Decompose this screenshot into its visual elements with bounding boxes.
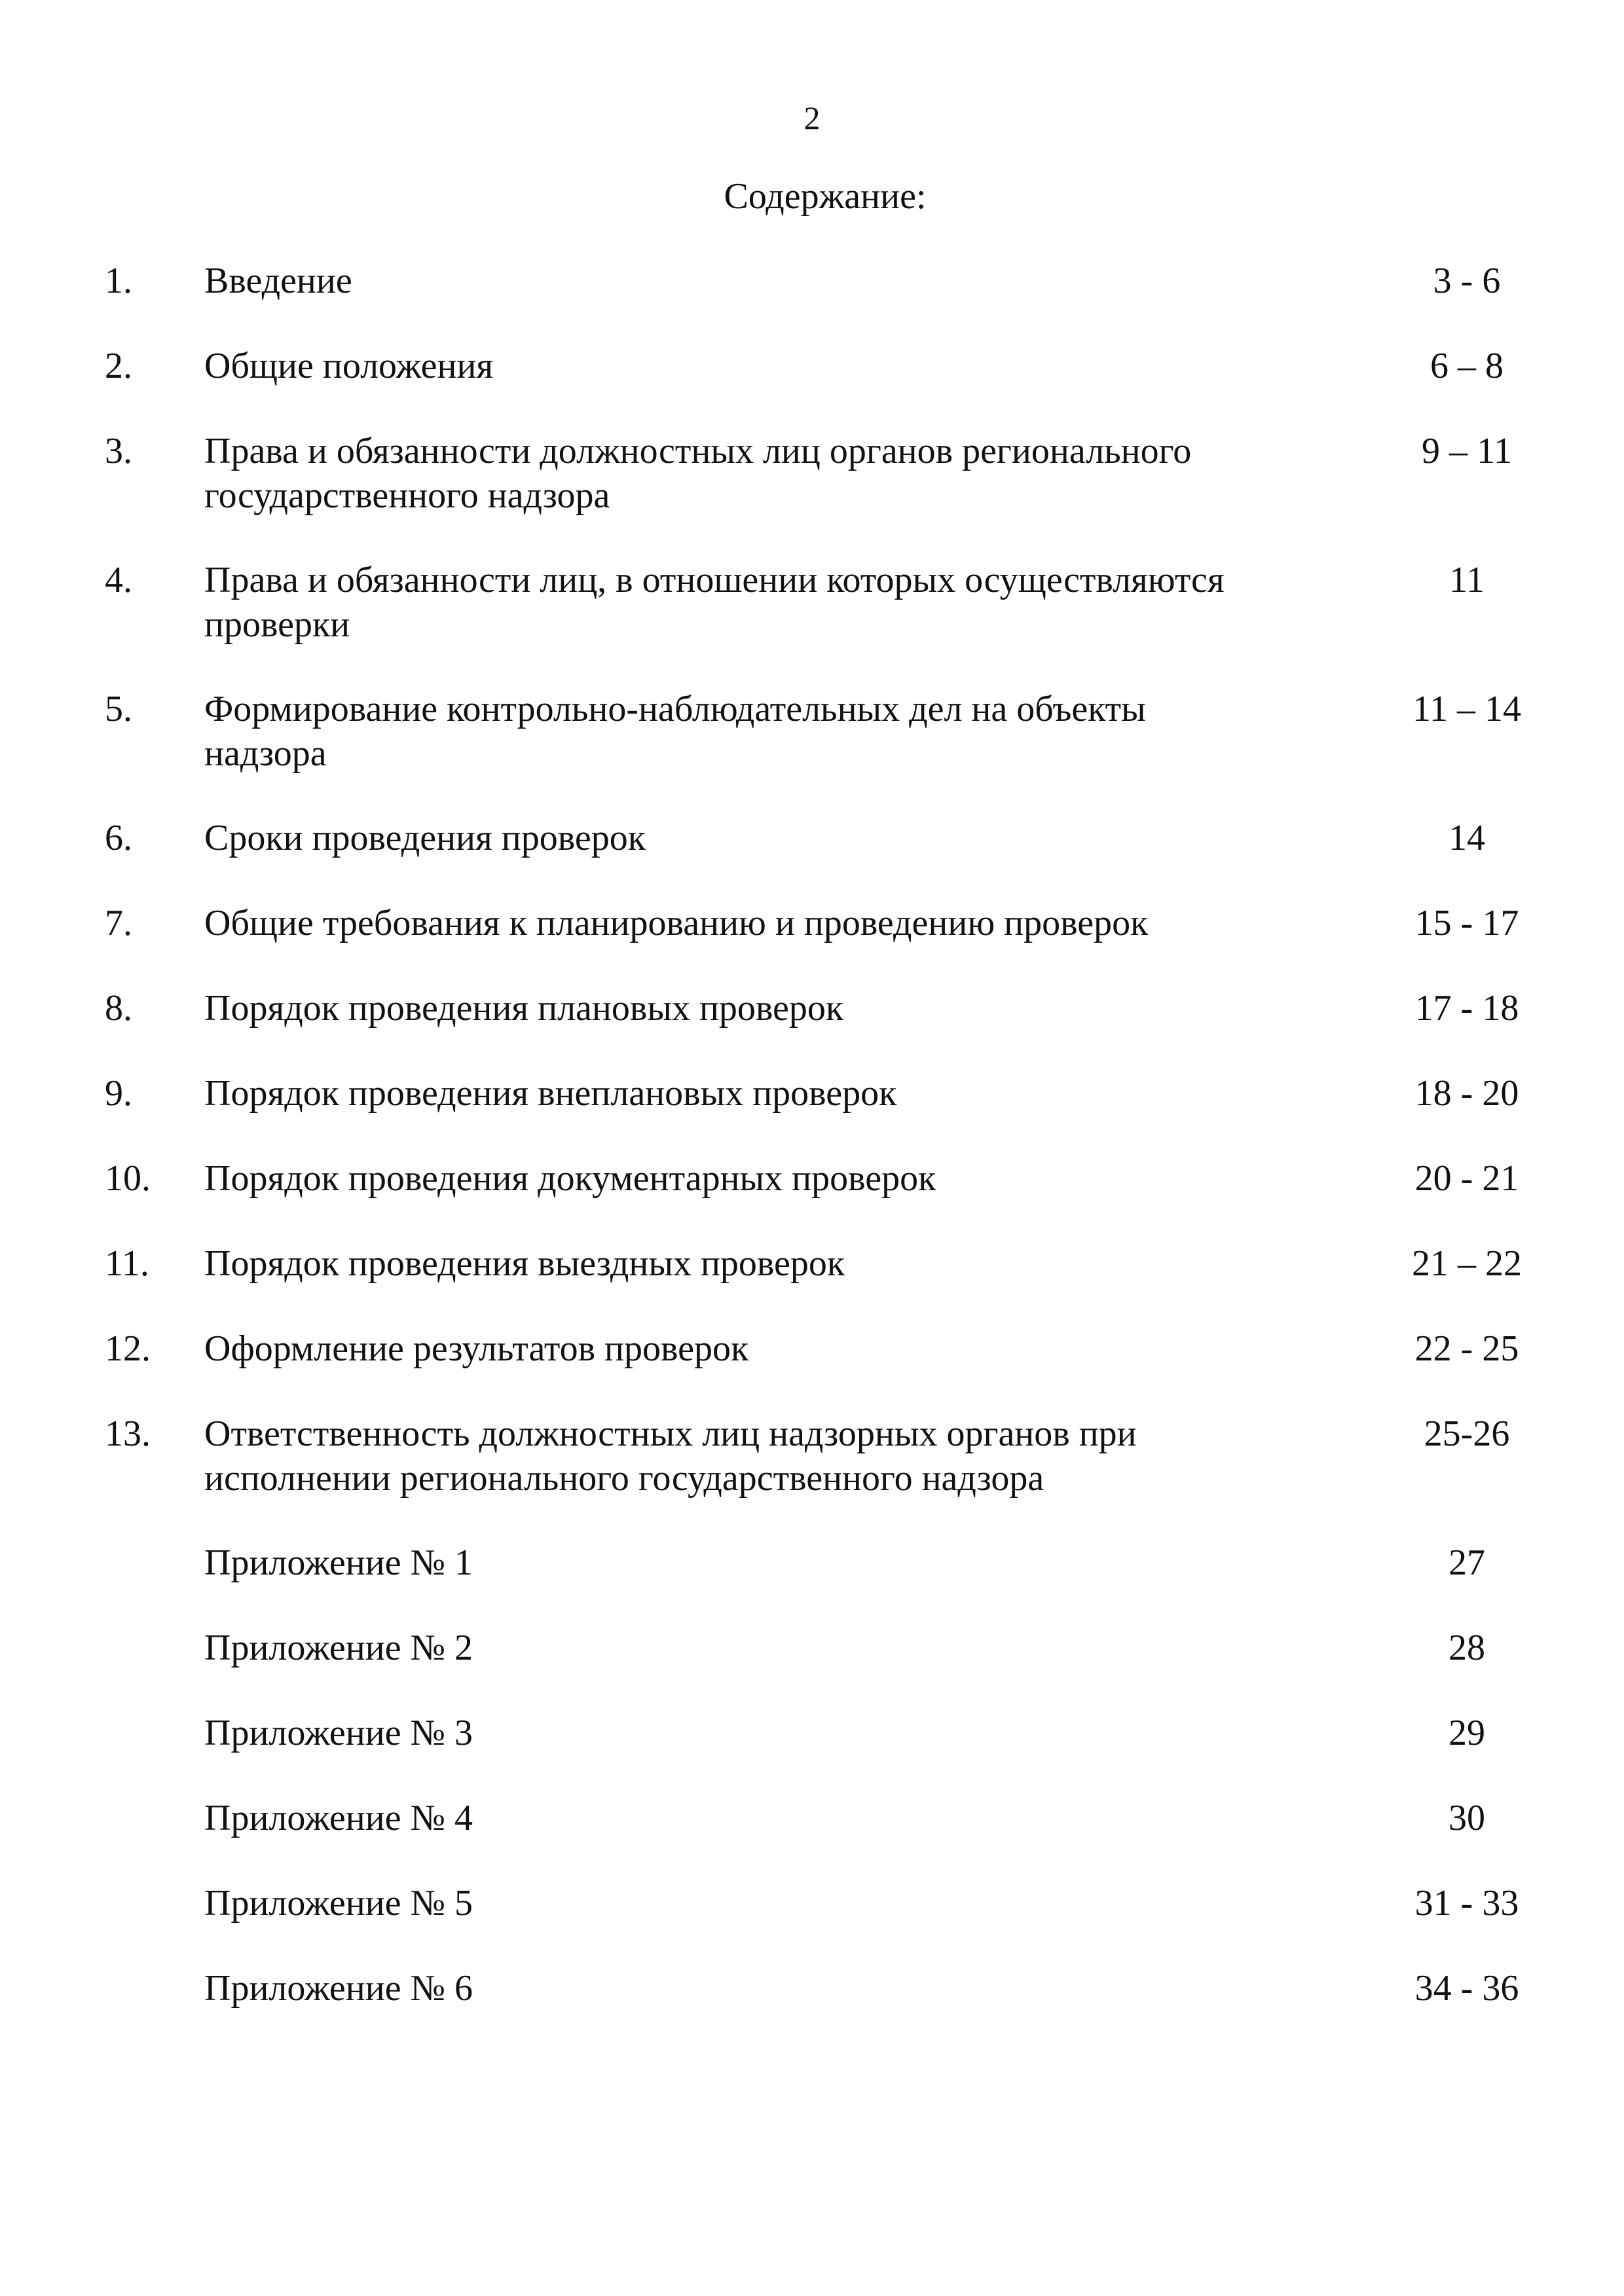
toc-item-title: Порядок проведения выездных проверок [204,1243,845,1284]
toc-item-title-line: Права и обязанности должностных лиц органов регионального [204,431,1192,471]
toc-item-title-line: исполнении регионального государственного надзора [204,1458,1044,1499]
toc-item-title-line: Права и обязанности лиц, в отношении которых осуществляются [204,560,1225,600]
toc-item-number: 9. [105,1073,132,1114]
toc-item-title: Введение [204,261,352,301]
toc-item-number: 13. [105,1413,151,1454]
toc-item-title-line: проверки [204,604,350,645]
toc-item-title: Приложение № 6 [204,1968,473,2009]
toc-item-title: Приложение № 2 [204,1628,473,1668]
toc-item-pages: 34 - 36 [1414,1968,1519,2009]
toc-item-pages: 21 – 22 [1412,1243,1522,1284]
toc-item-number: 10. [105,1158,151,1199]
toc-item-title [204,687,1304,776]
toc-item-number: 4. [105,560,132,600]
toc-item-title-line: надзора [204,733,327,774]
toc-item-pages: 29 [1449,1713,1485,1753]
toc-item-number: 6. [105,818,132,858]
toc-item-pages: 20 - 21 [1414,1158,1519,1199]
toc-title: Содержание: [724,176,927,217]
toc-item-title: Общие требования к планированию и проведению проверок [204,903,1149,943]
toc-item-title [204,429,1304,518]
toc-item-pages: 27 [1449,1542,1485,1583]
toc-item-pages: 31 - 33 [1414,1883,1519,1923]
table-of-contents [0,259,1624,2296]
toc-item-title-line: Формирование контрольно-наблюдательных дел на объекты [204,689,1146,729]
toc-item-number: 12. [105,1328,151,1369]
toc-item-title: Порядок проведения внеплановых проверок [204,1073,897,1114]
toc-item-number: 3. [105,431,132,471]
toc-item-title: Оформление результатов проверок [204,1328,749,1369]
toc-item-title-line: государственного надзора [204,475,610,516]
toc-item-pages: 6 – 8 [1430,346,1504,386]
toc-item-title: Сроки проведения проверок [204,818,646,858]
toc-item-number: 1. [105,261,132,301]
page-number: 2 [803,100,821,136]
toc-item-pages: 17 - 18 [1414,988,1519,1029]
toc-item-pages: 18 - 20 [1414,1073,1519,1114]
toc-item-title: Приложение № 4 [204,1798,473,1838]
toc-item-title: Общие положения [204,346,494,386]
toc-item-pages: 11 [1449,560,1485,600]
toc-item-number: 2. [105,346,132,386]
toc-item-pages: 30 [1449,1798,1485,1838]
toc-item-title: Порядок проведения документарных проверок [204,1158,936,1199]
toc-item-title: Приложение № 5 [204,1883,473,1923]
toc-item-title-line: Ответственность должностных лиц надзорных органов при [204,1413,1137,1454]
toc-item-pages: 15 - 17 [1414,903,1519,943]
toc-item-number: 8. [105,988,132,1029]
toc-item-pages: 9 – 11 [1422,431,1512,471]
toc-item-pages: 3 - 6 [1433,261,1501,301]
toc-item-pages: 22 - 25 [1414,1328,1519,1369]
toc-item-pages: 11 – 14 [1412,689,1521,729]
toc-item-title [204,558,1304,647]
toc-item-number: 11. [105,1243,149,1284]
toc-item-pages: 28 [1449,1628,1485,1668]
toc-item-number: 5. [105,689,132,729]
toc-item-title: Порядок проведения плановых проверок [204,988,844,1029]
toc-item-pages: 25-26 [1424,1413,1510,1454]
toc-item-pages: 14 [1449,818,1485,858]
toc-item-title: Приложение № 1 [204,1542,473,1583]
toc-item-title [204,1412,1304,1501]
toc-item-title: Приложение № 3 [204,1713,473,1753]
toc-item-number: 7. [105,903,132,943]
